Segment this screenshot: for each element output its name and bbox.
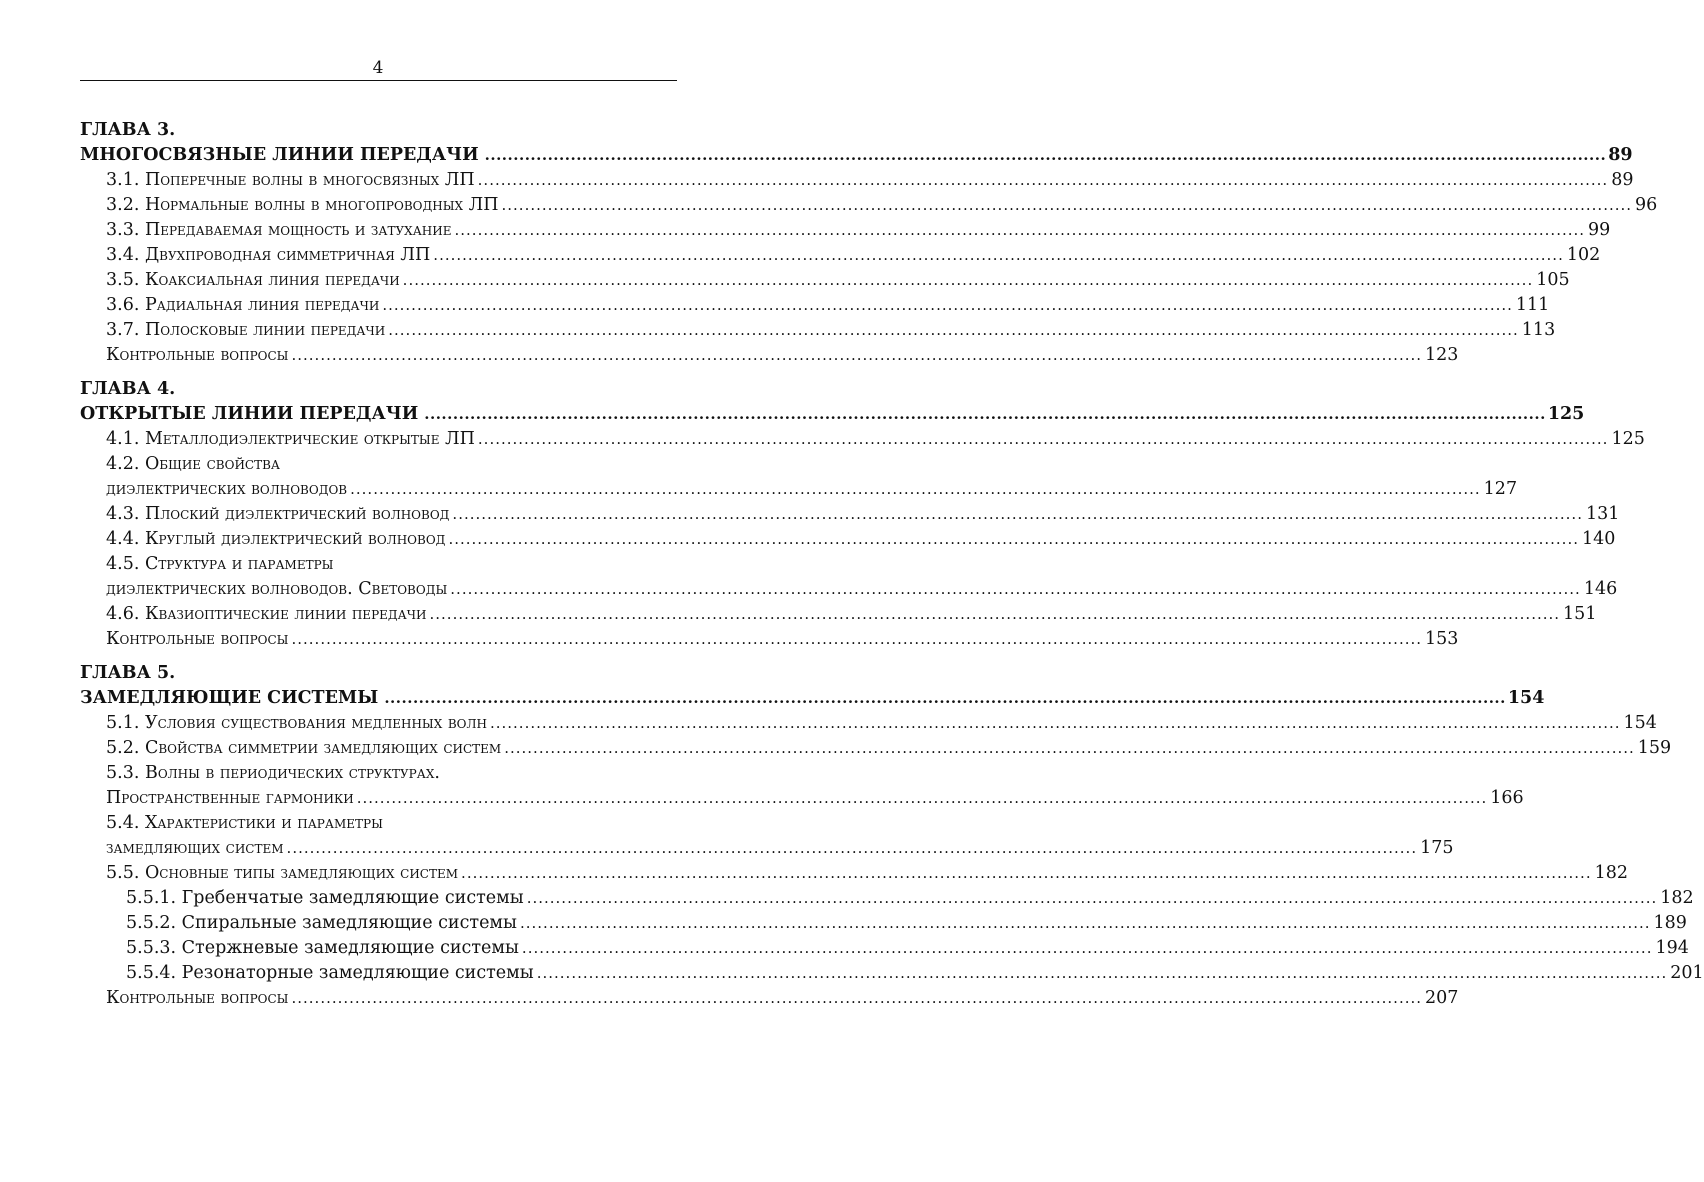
- entry-title: Контрольные вопросы: [106, 629, 289, 649]
- chapter-page: 89: [1608, 145, 1633, 165]
- entry-page: 189: [1653, 913, 1687, 933]
- chapter-title-line[interactable]: [80, 143, 1633, 168]
- toc-entry-review-questions[interactable]: [80, 627, 1459, 652]
- leader-dots: ....................................................................................................................................................................................................: [477, 171, 1609, 189]
- entry-title: 5.1. Условия существования медленных волн: [106, 713, 487, 733]
- entry-title-continuation: диэлектрических волноводов. Световоды: [106, 579, 448, 599]
- leader-dots: ....................................................................................................................................................................................................: [521, 939, 1653, 957]
- chapter-heading: ГЛАВА 3.: [80, 120, 176, 140]
- leader-dots: ....................................................................................................................................................................................................: [291, 346, 1423, 364]
- page-number: 4: [372, 58, 384, 78]
- leader-dots: ....................................................................................................................................................................................................: [424, 405, 1546, 423]
- leader-dots: ....................................................................................................................................................................................................: [452, 505, 1583, 523]
- toc-entry[interactable]: [80, 861, 1628, 886]
- toc-subentry[interactable]: [80, 911, 1687, 936]
- toc-entry[interactable]: [80, 736, 1672, 761]
- entry-page: 123: [1425, 345, 1459, 365]
- chapter-title-line[interactable]: [80, 686, 1545, 711]
- entry-page: 131: [1585, 504, 1620, 524]
- toc-entry-review-questions[interactable]: [80, 343, 1459, 368]
- entry-page: 105: [1536, 270, 1570, 290]
- toc-entry-continuation[interactable]: [80, 577, 1618, 602]
- chapter: [80, 377, 1645, 652]
- toc-entry-continuation[interactable]: [80, 477, 1518, 502]
- entry-title: 5.2. Свойства симметрии замедляющих систем: [106, 738, 502, 758]
- leader-dots: ....................................................................................................................................................................................................: [286, 839, 1418, 857]
- chapter-title: МНОГОСВЯЗНЫЕ ЛИНИИ ПЕРЕДАЧИ: [80, 145, 479, 165]
- leader-dots: ....................................................................................................................................................................................................: [504, 739, 1635, 757]
- leader-dots: ....................................................................................................................................................................................................: [454, 221, 1586, 239]
- entry-title: 4.2. Общие свойства: [106, 454, 280, 474]
- entry-title-continuation: замедляющих систем: [106, 838, 284, 858]
- toc-entry[interactable]: [80, 318, 1556, 343]
- entry-title: 4.5. Структура и параметры: [106, 554, 334, 574]
- toc-entry[interactable]: [80, 218, 1611, 243]
- leader-dots: ....................................................................................................................................................................................................: [429, 605, 1561, 623]
- entry-title: 5.3. Волны в периодических структурах.: [106, 763, 440, 783]
- entry-title: 5.5. Основные типы замедляющих систем: [106, 863, 459, 883]
- toc-entry[interactable]: [80, 193, 1658, 218]
- leader-dots: ....................................................................................................................................................................................................: [489, 714, 1621, 732]
- entry-page: 182: [1660, 888, 1694, 908]
- entry-title-continuation: Пространственные гармоники: [106, 788, 354, 808]
- leader-dots: ....................................................................................................................................................................................................: [433, 246, 1564, 264]
- leader-dots: ....................................................................................................................................................................................................: [519, 914, 1651, 932]
- entry-page: 127: [1483, 479, 1518, 499]
- entry-title: 4.6. Квазиоптические линии передачи: [106, 604, 427, 624]
- entry-title: 3.4. Двухпроводная симметричная ЛП: [106, 245, 431, 265]
- leader-dots: ....................................................................................................................................................................................................: [536, 964, 1668, 982]
- entry-title: 4.1. Металлодиэлектрические открытые ЛП: [106, 429, 475, 449]
- entry-page: 159: [1637, 738, 1672, 758]
- entry-page: 207: [1425, 988, 1459, 1008]
- toc-entry[interactable]: [80, 711, 1657, 736]
- entry-title: 3.3. Передаваемая мощность и затухание: [106, 220, 452, 240]
- entry-page: 154: [1623, 713, 1657, 733]
- toc-entry[interactable]: [80, 427, 1645, 452]
- entry-page: 113: [1521, 320, 1556, 340]
- entry-page: 102: [1566, 245, 1601, 265]
- entry-title: Контрольные вопросы: [106, 345, 289, 365]
- entry-title: 3.7. Полосковые линии передачи: [106, 320, 386, 340]
- entry-page: 96: [1635, 195, 1658, 215]
- leader-dots: ....................................................................................................................................................................................................: [384, 689, 1506, 707]
- chapter-heading: ГЛАВА 4.: [80, 379, 176, 399]
- leader-dots: ....................................................................................................................................................................................................: [526, 889, 1658, 907]
- toc-entry[interactable]: [80, 168, 1634, 193]
- entry-title: 3.2. Нормальные волны в многопроводных ЛП: [106, 195, 499, 215]
- entry-page: 201: [1670, 963, 1704, 983]
- entry-page: 146: [1583, 579, 1618, 599]
- toc-subentry[interactable]: [80, 936, 1689, 961]
- toc-entry-first-line[interactable]: [80, 811, 672, 836]
- leader-dots: ....................................................................................................................................................................................................: [291, 630, 1423, 648]
- toc-subentry[interactable]: [80, 961, 1704, 986]
- entry-title: 5.5.3. Стержневые замедляющие системы: [126, 938, 519, 958]
- toc-entry-first-line[interactable]: [80, 552, 672, 577]
- entry-page: 111: [1515, 295, 1550, 315]
- chapter-page: 154: [1507, 688, 1545, 708]
- leader-dots: ....................................................................................................................................................................................................: [291, 989, 1423, 1007]
- entry-page: 175: [1420, 838, 1454, 858]
- toc-subentry[interactable]: [80, 886, 1694, 911]
- entry-title: 5.5.2. Спиральные замедляющие системы: [126, 913, 517, 933]
- entry-page: 99: [1588, 220, 1611, 240]
- entry-page: 194: [1655, 938, 1689, 958]
- entry-page: 151: [1563, 604, 1597, 624]
- chapter-title: ЗАМЕДЛЯЮЩИЕ СИСТЕМЫ: [80, 688, 379, 708]
- entry-page: 166: [1490, 788, 1524, 808]
- chapter-title-line[interactable]: [80, 402, 1585, 427]
- chapter-title: ОТКРЫТЫЕ ЛИНИИ ПЕРЕДАЧИ: [80, 404, 419, 424]
- leader-dots: ....................................................................................................................................................................................................: [484, 146, 1607, 164]
- toc-entry[interactable]: [80, 602, 1597, 627]
- toc-entry-first-line[interactable]: [80, 761, 672, 786]
- entry-title: 3.5. Коаксиальная линия передачи: [106, 270, 400, 290]
- entry-page: 182: [1594, 863, 1628, 883]
- chapter: [80, 118, 1658, 368]
- entry-title: Контрольные вопросы: [106, 988, 289, 1008]
- toc-entry[interactable]: [80, 527, 1616, 552]
- leader-dots: ....................................................................................................................................................................................................: [402, 271, 1534, 289]
- entry-page: 89: [1611, 170, 1634, 190]
- entry-page: 125: [1611, 429, 1645, 449]
- entry-page: 140: [1581, 529, 1616, 549]
- entry-title: 4.3. Плоский диэлектрический волновод: [106, 504, 450, 524]
- leader-dots: ....................................................................................................................................................................................................: [382, 296, 1513, 314]
- leader-dots: ....................................................................................................................................................................................................: [356, 789, 1488, 807]
- entry-title: 4.4. Круглый диэлектрический волновод: [106, 529, 446, 549]
- toc-entry[interactable]: [80, 243, 1601, 268]
- entry-title: 3.6. Радиальная линия передачи: [106, 295, 380, 315]
- leader-dots: ....................................................................................................................................................................................................: [388, 321, 1519, 339]
- toc-entry[interactable]: [80, 293, 1550, 318]
- leader-dots: ....................................................................................................................................................................................................: [448, 530, 1579, 548]
- leader-dots: ....................................................................................................................................................................................................: [450, 580, 1581, 598]
- toc-entry-continuation[interactable]: [80, 786, 1524, 811]
- leader-dots: ....................................................................................................................................................................................................: [477, 430, 1609, 448]
- entry-title: 3.1. Поперечные волны в многосвязных ЛП: [106, 170, 475, 190]
- toc-entry-continuation[interactable]: [80, 836, 1454, 861]
- toc-entry[interactable]: [80, 268, 1570, 293]
- entry-title: 5.5.4. Резонаторные замедляющие системы: [126, 963, 534, 983]
- toc-entry[interactable]: [80, 502, 1620, 527]
- entry-title-continuation: диэлектрических волноводов: [106, 479, 348, 499]
- entry-title: 5.5.1. Гребенчатые замедляющие системы: [126, 888, 524, 908]
- leader-dots: ....................................................................................................................................................................................................: [461, 864, 1592, 882]
- leader-dots: ....................................................................................................................................................................................................: [501, 196, 1633, 214]
- leader-dots: ....................................................................................................................................................................................................: [350, 480, 1481, 498]
- toc-entry-first-line[interactable]: [80, 452, 672, 477]
- chapter-heading: ГЛАВА 5.: [80, 663, 176, 683]
- chapter-page: 125: [1547, 404, 1585, 424]
- entry-page: 153: [1425, 629, 1459, 649]
- toc-entry-review-questions[interactable]: [80, 986, 1459, 1011]
- header-rule: [80, 80, 677, 81]
- entry-title: 5.4. Характеристики и параметры: [106, 813, 383, 833]
- chapter: [80, 661, 1704, 1011]
- table-of-contents: [80, 118, 1704, 1011]
